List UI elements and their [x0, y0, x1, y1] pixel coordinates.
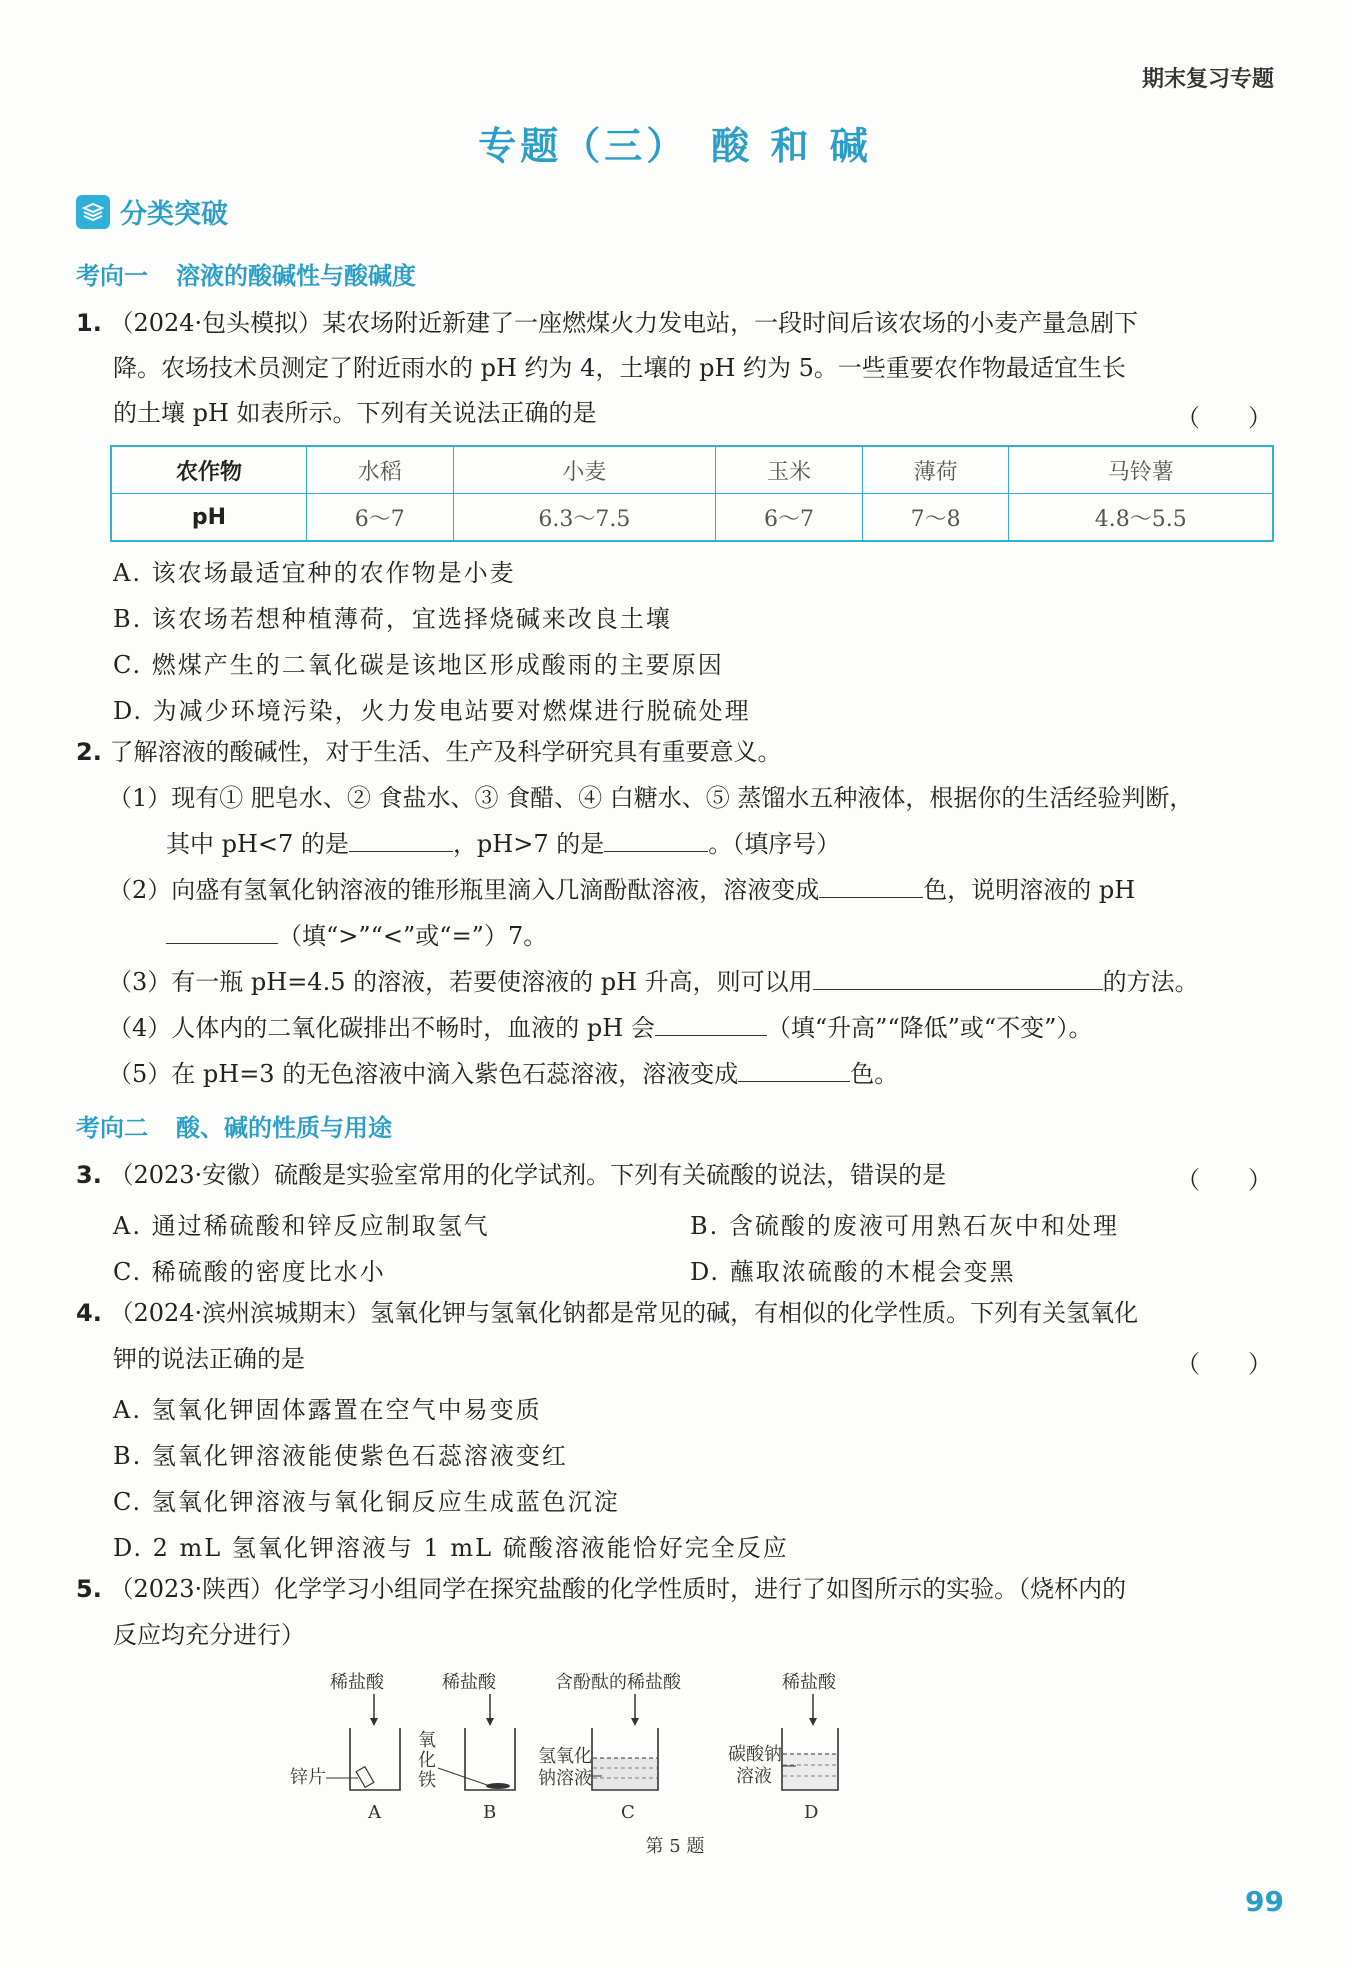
- q1-option-a[interactable]: A. 该农场最适宜种的农作物是小麦: [113, 559, 516, 587]
- table-cell-crop: 马铃薯: [1009, 446, 1273, 494]
- q2-sub1-text-c: 。（填序号）: [708, 830, 841, 858]
- q5-line1: [76, 1574, 1126, 1604]
- label-zinc: 锌片: [290, 1767, 326, 1788]
- q2-sub2-text-b: 色，说明溶液的 pH: [923, 876, 1136, 904]
- kaoxiang-1-text: 溶液的酸碱性与酸碱度: [176, 262, 416, 290]
- table-cell-crop: 薄荷: [862, 446, 1009, 494]
- crop-ph-table: [110, 445, 1274, 542]
- label-letter-a: A: [368, 1802, 381, 1823]
- naoh-solution: [593, 1758, 657, 1789]
- answer-blank[interactable]: [738, 1059, 850, 1082]
- table-cell-crop: 水稻: [307, 446, 454, 494]
- table-cell-ph: 6.3～7.5: [453, 494, 716, 542]
- q2-sub2-text-c: （填“>”“<”或“=”）7。: [278, 922, 548, 950]
- beaker-b: [465, 1728, 515, 1790]
- answer-blank[interactable]: [655, 1013, 767, 1036]
- table-cell-ph: 6～7: [716, 494, 863, 542]
- q2-sub5-text-a: （5）在 pH=3 的无色溶液中滴入紫色石蕊溶液，溶液变成: [108, 1060, 739, 1088]
- table-cell-ph: 7～8: [862, 494, 1009, 542]
- q1-option-b[interactable]: B. 该农场若想种植薄荷，宜选择烧碱来改良土壤: [113, 605, 672, 633]
- label-hcl-phenolphthalein: 含酚酞的稀盐酸: [555, 1672, 681, 1693]
- q3-stem: [76, 1160, 946, 1190]
- table-cell-ph: 6～7: [307, 494, 454, 542]
- label-letter-b: B: [483, 1802, 497, 1823]
- q1-line1: [76, 308, 1138, 338]
- label-naoh-1: 氢氧化: [538, 1746, 592, 1767]
- q2-sub5: [108, 1059, 898, 1089]
- q2-sub2-line2: [166, 921, 547, 951]
- q2-sub4: [108, 1013, 1092, 1043]
- kaoxiang-1: [76, 256, 416, 291]
- q2-stem-text: 了解溶液的酸碱性，对于生活、生产及科学研究具有重要意义。: [109, 738, 782, 766]
- q2-sub5-text-b: 色。: [850, 1060, 899, 1088]
- section-heading: [76, 192, 228, 231]
- kaoxiang-1-label: 考向一: [76, 262, 148, 290]
- q2-sub2-line1: [108, 875, 1135, 905]
- zinc-strip: [356, 1767, 374, 1788]
- q2-sub1-text-b: ，pH>7 的是: [452, 830, 605, 858]
- q2-sub1-line1: （1）现有① 肥皂水、② 食盐水、③ 食醋、④ 白糖水、⑤ 蒸馏水五种液体，根据你的生活经验判断，: [108, 784, 1194, 812]
- q5-line2: 反应均充分进行）: [113, 1621, 305, 1649]
- page-number: 99: [1245, 1885, 1284, 1918]
- q4-option-b[interactable]: B. 氢氧化钾溶液能使紫色石蕊溶液变红: [113, 1442, 568, 1470]
- header-section-label: 期末复习专题: [1141, 67, 1274, 92]
- page-title: 专题（三） 酸 和 碱: [478, 124, 872, 168]
- q3-number: 3.: [76, 1161, 102, 1189]
- q4-option-c[interactable]: C. 氢氧化钾溶液与氧化铜反应生成蓝色沉淀: [113, 1488, 620, 1516]
- q2-sub1-line2: [166, 829, 840, 859]
- label-iron-oxide-2: 化: [418, 1750, 436, 1771]
- label-iron-oxide-1: 氧: [418, 1730, 436, 1751]
- layers-icon: [76, 195, 110, 229]
- label-iron-oxide-3: 铁: [418, 1770, 436, 1791]
- table-cell-ph: 4.8～5.5: [1009, 494, 1273, 542]
- answer-blank[interactable]: [813, 967, 1103, 990]
- figure-caption: 第 5 题: [645, 1836, 705, 1857]
- q2-sub3-text-a: （3）有一瓶 pH=4.5 的溶液，若要使溶液的 pH 升高，则可以用: [108, 968, 813, 996]
- label-letter-c: C: [621, 1802, 635, 1823]
- section-heading-text: 分类突破: [120, 199, 228, 230]
- answer-blank[interactable]: [819, 875, 923, 898]
- label-na2co3-2: 溶液: [736, 1766, 772, 1787]
- label-naoh-2: 钠溶液: [538, 1768, 592, 1789]
- q3-option-b[interactable]: B. 含硫酸的废液可用熟石灰中和处理: [690, 1212, 1119, 1240]
- q4-option-a[interactable]: A. 氢氧化钾固体露置在空气中易变质: [113, 1396, 542, 1424]
- answer-blank[interactable]: [349, 829, 453, 852]
- q1-option-c[interactable]: C. 燃煤产生的二氧化碳是该地区形成酸雨的主要原因: [113, 651, 724, 679]
- q3-option-a[interactable]: A. 通过稀硫酸和锌反应制取氢气: [113, 1212, 490, 1240]
- q2-sub4-text-b: （填“升高”“降低”或“不变”）。: [766, 1014, 1093, 1042]
- label-dilute-hcl-b: 稀盐酸: [442, 1672, 496, 1693]
- q3-answer-bracket: （ ）: [1176, 1166, 1272, 1194]
- q2-number: 2.: [76, 738, 102, 766]
- label-letter-d: D: [804, 1802, 819, 1823]
- q5-text-1: （2023·陕西）化学学习小组同学在探究盐酸的化学性质时，进行了如图所示的实验。（烧杯内的: [109, 1575, 1127, 1603]
- q4-line1: [76, 1298, 1138, 1328]
- label-dilute-hcl-d: 稀盐酸: [782, 1672, 836, 1693]
- q5-number: 5.: [76, 1575, 102, 1603]
- q4-text-1: （2024·滨州滨城期末）氢氧化钾与氢氧化钠都是常见的碱，有相似的化学性质。下列有关氢氧化: [109, 1299, 1139, 1327]
- table-header-crop: 农作物: [111, 446, 307, 494]
- answer-blank[interactable]: [166, 921, 278, 944]
- q4-line2: 钾的说法正确的是: [113, 1345, 305, 1373]
- table-cell-crop: 小麦: [453, 446, 716, 494]
- table-cell-crop: 玉米: [716, 446, 863, 494]
- q2-sub2-text-a: （2）向盛有氢氧化钠溶液的锥形瓶里滴入几滴酚酞溶液，溶液变成: [108, 876, 820, 904]
- answer-blank[interactable]: [604, 829, 708, 852]
- q4-number: 4.: [76, 1299, 102, 1327]
- q2-sub3-text-b: 的方法。: [1102, 968, 1199, 996]
- q1-number: 1.: [76, 309, 102, 337]
- q1-line2: 降。农场技术员测定了附近雨水的 pH 约为 4，土壤的 pH 约为 5。一些重要农作物最适宜生长: [113, 354, 1126, 382]
- q4-answer-bracket: （ ）: [1176, 1350, 1272, 1378]
- q2-sub4-text-a: （4）人体内的二氧化碳排出不畅时，血液的 pH 会: [108, 1014, 655, 1042]
- q3-option-d[interactable]: D. 蘸取浓硫酸的木棍会变黑: [690, 1258, 1016, 1286]
- q1-option-d[interactable]: D. 为减少环境污染，火力发电站要对燃煤进行脱硫处理: [113, 697, 751, 725]
- table-row: [111, 494, 1273, 542]
- beaker-a: [350, 1728, 400, 1790]
- q2-stem: [76, 737, 781, 767]
- q1-line3: 的土壤 pH 如表所示。下列有关说法正确的是: [113, 399, 597, 427]
- q1-text-1: （2024·包头模拟）某农场附近新建了一座燃煤火力发电站，一段时间后该农场的小麦产量急剧下: [109, 309, 1139, 337]
- kaoxiang-2-text: 酸、碱的性质与用途: [176, 1114, 392, 1142]
- label-na2co3-1: 碳酸钠: [728, 1744, 782, 1765]
- table-header-ph: pH: [111, 494, 307, 542]
- kaoxiang-2: [76, 1108, 392, 1143]
- q2-sub3: [108, 967, 1199, 997]
- q2-sub1-text-a: 其中 pH<7 的是: [166, 830, 349, 858]
- q1-answer-bracket: （ ）: [1176, 404, 1272, 432]
- q4-option-d[interactable]: D. 2 mL 氢氧化钾溶液与 1 mL 硫酸溶液能恰好完全反应: [113, 1534, 789, 1562]
- label-dilute-hcl-a: 稀盐酸: [330, 1672, 384, 1693]
- na2co3-solution: [783, 1754, 837, 1789]
- table-row: [111, 446, 1273, 494]
- q3-option-c[interactable]: C. 稀硫酸的密度比水小: [113, 1258, 386, 1286]
- q3-stem-text: （2023·安徽）硫酸是实验室常用的化学试剂。下列有关硫酸的说法，错误的是: [109, 1161, 947, 1189]
- kaoxiang-2-label: 考向二: [76, 1114, 148, 1142]
